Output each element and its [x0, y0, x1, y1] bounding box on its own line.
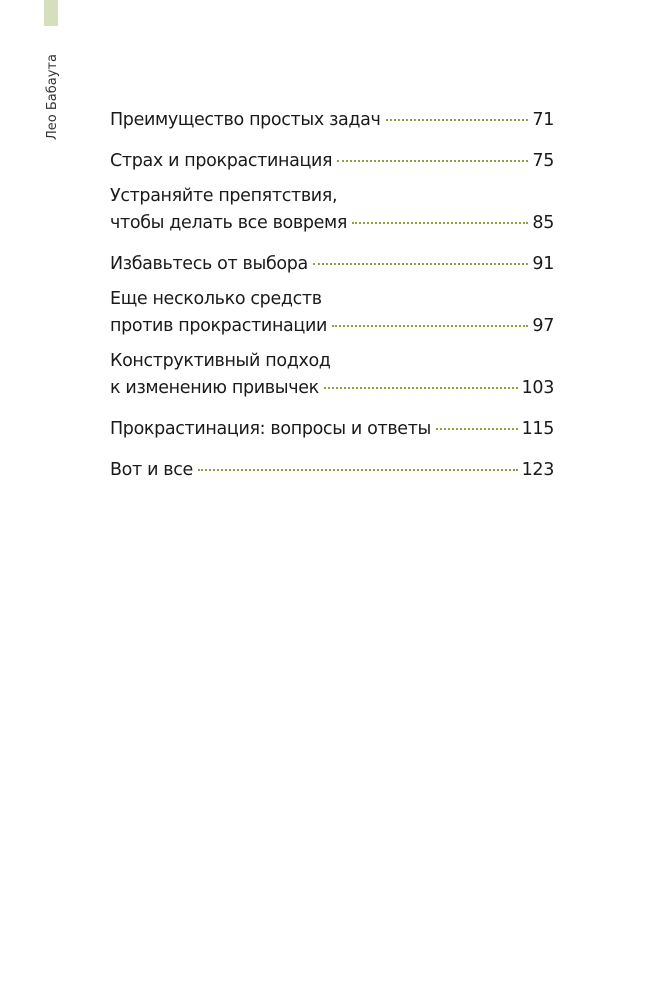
- toc-page-number: 97: [532, 316, 554, 336]
- toc-page-number: 103: [521, 378, 554, 398]
- toc-page-number: 71: [532, 110, 554, 130]
- toc-page-number: 115: [521, 419, 554, 439]
- dot-leader: [198, 454, 518, 475]
- toc-line: [110, 454, 554, 481]
- running-head-author: Лео Бабаута: [45, 54, 60, 140]
- dot-leader: [386, 104, 529, 125]
- toc-line: [110, 413, 554, 440]
- dot-leader: [332, 310, 528, 331]
- toc-entry[interactable]: [110, 248, 554, 275]
- toc-entry[interactable]: [110, 186, 554, 234]
- toc-entry-title: Избавьтесь от выбора: [110, 254, 308, 274]
- toc-line: [110, 289, 554, 310]
- toc-entry-title: Страх и прокрастинация: [110, 151, 333, 171]
- toc-line: [110, 310, 554, 337]
- toc-entry-title-line-2: против прокрастинации: [110, 316, 328, 336]
- toc-entry-title-line-2: чтобы делать все вовремя: [110, 213, 348, 233]
- toc-line: [110, 351, 554, 372]
- toc-entry[interactable]: [110, 454, 554, 481]
- toc-entry-title: Вот и все: [110, 460, 193, 480]
- toc-entry-title-line-1: Еще несколько средств: [110, 289, 322, 309]
- toc-page-number: 123: [521, 460, 554, 480]
- toc-page-number: 75: [532, 151, 554, 171]
- chapter-tab-marker: [44, 0, 58, 26]
- dot-leader: [436, 413, 518, 434]
- toc-line: [110, 186, 554, 207]
- dot-leader: [337, 145, 528, 166]
- toc-page-number: 91: [532, 254, 554, 274]
- toc-line: [110, 372, 554, 399]
- toc-entry-title: Прокрастинация: вопросы и ответы: [110, 419, 432, 439]
- toc-entry-title-line-1: Устраняйте препятствия,: [110, 186, 338, 206]
- toc-entry[interactable]: [110, 104, 554, 131]
- toc-line: [110, 104, 554, 131]
- dot-leader: [352, 207, 528, 228]
- dot-leader: [313, 248, 528, 269]
- toc-line: [110, 207, 554, 234]
- toc-entry[interactable]: [110, 351, 554, 399]
- toc-line: [110, 248, 554, 275]
- dot-leader: [324, 372, 518, 393]
- toc-page-number: 85: [532, 213, 554, 233]
- toc-entry-title: Преимущество простых задач: [110, 110, 381, 130]
- toc-entry[interactable]: [110, 413, 554, 440]
- toc-entry-title-line-2: к изменению привычек: [110, 378, 319, 398]
- table-of-contents: [110, 104, 554, 495]
- toc-line: [110, 145, 554, 172]
- toc-entry[interactable]: [110, 145, 554, 172]
- toc-entry[interactable]: [110, 289, 554, 337]
- toc-entry-title-line-1: Конструктивный подход: [110, 351, 331, 371]
